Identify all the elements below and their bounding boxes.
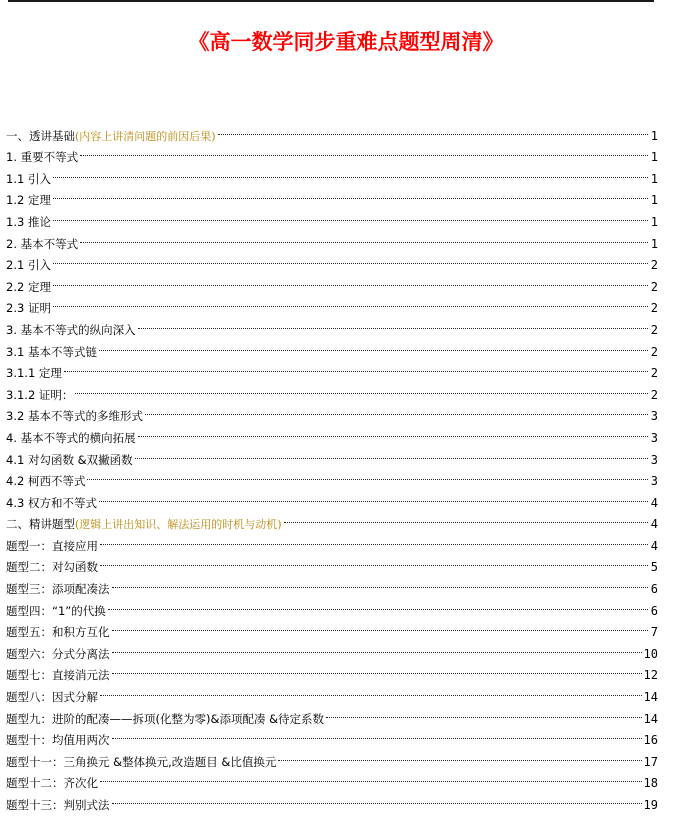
toc-entry[interactable] — [6, 226, 658, 251]
toc-leader-dots — [284, 507, 650, 529]
toc-page-number: 4 — [650, 495, 658, 510]
toc-entry-title: 3.1 基本不等式链 — [6, 344, 97, 359]
toc-entry-label — [6, 190, 53, 212]
toc-page-number: 18 — [643, 776, 658, 791]
toc-leader-dots — [100, 528, 650, 550]
toc-page-number: 4 — [650, 538, 658, 553]
toc-entry-label — [6, 644, 112, 666]
toc-entry-title: 题型八：因式分解 — [6, 690, 98, 705]
toc-entry-label — [6, 255, 53, 277]
toc-page-number: 3 — [650, 474, 658, 489]
toc-page-number: 1 — [650, 214, 658, 229]
toc-entry-label — [6, 169, 53, 191]
toc-entry-title: 一、透讲基础 — [6, 128, 75, 143]
toc-entry-label — [6, 579, 112, 601]
toc-entry-title: 题型二：对勾函数 — [6, 560, 98, 575]
toc-entry[interactable] — [6, 312, 658, 337]
toc-entry-label — [6, 773, 100, 795]
toc-entry-title: 2.3 证明 — [6, 301, 51, 316]
toc-page-number: 4 — [650, 517, 658, 532]
toc-page-number: 6 — [650, 603, 658, 618]
toc-entry-label — [6, 428, 138, 450]
toc-entry[interactable] — [6, 291, 658, 316]
toc-page-number: 1 — [650, 150, 658, 165]
toc-entry-title: 4.2 柯西不等式 — [6, 474, 86, 489]
toc-entry[interactable] — [6, 787, 658, 812]
toc-entry-label — [6, 536, 100, 558]
toc-entry-note: (逻辑上讲出知识、解法运用的时机与动机) — [75, 518, 282, 532]
toc-page-number: 14 — [643, 690, 658, 705]
toc-entry-title: 题型十二：齐次化 — [6, 776, 98, 791]
toc-page-number: 16 — [643, 733, 658, 748]
toc-entry[interactable] — [6, 334, 658, 359]
toc-page-number: 10 — [643, 646, 658, 661]
toc-entry-title: 题型九：进阶的配凑——拆项(化整为零)&添项配凑 &待定系数 — [6, 711, 325, 726]
toc-entry-title: 2.1 引入 — [6, 258, 51, 273]
toc-leader-dots — [138, 420, 650, 442]
toc-entry[interactable] — [6, 399, 658, 424]
toc-entry-label — [6, 730, 112, 752]
toc-entry[interactable] — [6, 485, 658, 510]
toc-entry-title: 1.2 定理 — [6, 193, 51, 208]
toc-entry[interactable] — [6, 550, 658, 575]
toc-leader-dots — [326, 701, 643, 723]
toc-entry-title: 题型三：添项配凑法 — [6, 582, 110, 597]
toc-entry[interactable] — [6, 701, 658, 726]
toc-entry-note: (内容上讲清问题的前因后果) — [75, 129, 216, 143]
toc-entry[interactable] — [6, 507, 658, 532]
toc-entry-label — [6, 622, 112, 644]
toc-entry[interactable] — [6, 269, 658, 294]
toc-leader-dots — [100, 550, 650, 572]
toc-entry-title: 题型四：“1”的代换 — [6, 603, 106, 618]
toc-page-number: 2 — [650, 279, 658, 294]
toc-page-number: 2 — [650, 322, 658, 337]
toc-entry-label — [6, 601, 108, 623]
toc-page-number: 3 — [650, 452, 658, 467]
toc-page-number: 1 — [650, 236, 658, 251]
toc-entry-label — [6, 277, 53, 299]
toc-entry[interactable] — [6, 528, 658, 553]
toc-page-number: 3 — [650, 409, 658, 424]
toc-entry[interactable] — [6, 356, 658, 381]
toc-entry-label — [6, 212, 53, 234]
toc-page-number: 6 — [650, 582, 658, 597]
toc-entry-label — [6, 687, 100, 709]
toc-entry-title: 2.2 定理 — [6, 279, 51, 294]
toc-leader-dots — [80, 226, 650, 248]
toc-leader-dots — [112, 615, 651, 637]
toc-entry[interactable] — [6, 377, 658, 402]
toc-page-number: 1 — [650, 128, 658, 143]
toc-leader-dots — [87, 464, 650, 486]
toc-leader-dots — [53, 291, 650, 313]
toc-leader-dots — [112, 723, 644, 745]
toc-page-number: 19 — [643, 798, 658, 812]
toc-leader-dots — [53, 161, 650, 183]
toc-leader-dots — [218, 118, 650, 140]
toc-entry-title: 题型五：和积方互化 — [6, 625, 110, 640]
toc-leader-dots — [135, 442, 650, 464]
toc-entry-title: 1. 重要不等式 — [6, 150, 79, 165]
toc-leader-dots — [53, 248, 650, 270]
toc-page-number: 5 — [650, 560, 658, 575]
toc-entry-title: 1.1 引入 — [6, 171, 51, 186]
toc-entry-title: 3. 基本不等式的纵向深入 — [6, 322, 136, 337]
toc-entry-title: 4.1 对勾函数 &双撇函数 — [6, 452, 133, 467]
toc-leader-dots — [108, 593, 650, 615]
toc-entry-label — [6, 493, 99, 515]
toc-entry[interactable] — [6, 140, 658, 165]
toc-entry-label — [6, 557, 100, 579]
toc-leader-dots — [112, 636, 644, 658]
toc-entry-title: 题型十：均值用两次 — [6, 733, 110, 748]
toc-entry[interactable] — [6, 571, 658, 597]
toc-page-number: 1 — [650, 193, 658, 208]
toc-leader-dots — [138, 312, 650, 334]
toc-page-number: 14 — [643, 711, 658, 726]
toc-page-number: 2 — [650, 301, 658, 316]
toc-entry-title: 3.2 基本不等式的多维形式 — [6, 409, 143, 424]
toc-entry-title: 4.3 权方和不等式 — [6, 495, 97, 510]
toc-leader-dots — [145, 399, 650, 421]
toc-entry-title: 题型一：直接应用 — [6, 538, 98, 553]
toc-page-number: 2 — [650, 258, 658, 273]
toc-entry-label — [6, 471, 87, 493]
toc-entry[interactable] — [6, 464, 658, 489]
toc-entry[interactable] — [6, 161, 658, 186]
toc-entry-title: 4. 基本不等式的横向拓展 — [6, 430, 136, 445]
toc-entry-title: 二、精讲题型 — [6, 517, 75, 532]
toc-leader-dots — [278, 744, 643, 766]
toc-entry-title: 题型六：分式分离法 — [6, 646, 110, 661]
toc-entry-label — [6, 795, 112, 817]
toc-entry-title: 3.1.1 定理 — [6, 366, 62, 381]
toc-entry-label — [6, 385, 75, 407]
toc-entry[interactable] — [6, 204, 658, 229]
toc-page-number: 2 — [650, 387, 658, 402]
toc-entry-label — [6, 363, 64, 385]
toc-leader-dots — [112, 658, 644, 680]
toc-entry-label — [6, 406, 145, 428]
table-of-contents — [6, 118, 658, 812]
toc-entry[interactable] — [6, 183, 658, 208]
toc-leader-dots — [53, 204, 650, 226]
toc-leader-dots — [99, 334, 650, 356]
toc-page-number: 2 — [650, 366, 658, 381]
toc-page-number: 7 — [650, 625, 658, 640]
toc-leader-dots — [75, 377, 650, 399]
toc-entry[interactable] — [6, 248, 658, 273]
toc-leader-dots — [100, 679, 644, 701]
toc-entry-title: 题型十三：判别式法 — [6, 798, 110, 812]
toc-entry[interactable] — [6, 679, 658, 705]
toc-entry[interactable] — [6, 766, 658, 791]
toc-page-number: 17 — [643, 754, 658, 769]
toc-entry-title: 2. 基本不等式 — [6, 236, 79, 251]
toc-leader-dots — [99, 485, 650, 507]
toc-leader-dots — [112, 571, 651, 593]
toc-leader-dots — [64, 356, 650, 378]
toc-leader-dots — [100, 766, 644, 788]
toc-leader-dots — [53, 269, 650, 291]
document-title: 《高一数学同步重难点题型周清》 — [188, 30, 504, 54]
toc-entry-title: 1.3 推论 — [6, 214, 51, 229]
toc-page-number: 12 — [643, 668, 658, 683]
toc-entry-title: 题型十一：三角换元 &整体换元,改造题目 &比值换元 — [6, 754, 277, 769]
toc-leader-dots — [112, 787, 644, 809]
toc-entry-title: 3.1.2 证明： — [6, 387, 74, 402]
toc-leader-dots — [80, 140, 650, 162]
toc-page-number: 2 — [650, 344, 658, 359]
toc-page-number: 1 — [650, 171, 658, 186]
toc-entry-label — [6, 298, 53, 320]
toc-entry-title: 题型七：直接消元法 — [6, 668, 110, 683]
toc-leader-dots — [53, 183, 650, 205]
header-rule — [8, 0, 654, 2]
toc-entry[interactable] — [6, 118, 658, 143]
toc-page-number: 3 — [650, 430, 658, 445]
toc-entry-label — [6, 665, 112, 687]
